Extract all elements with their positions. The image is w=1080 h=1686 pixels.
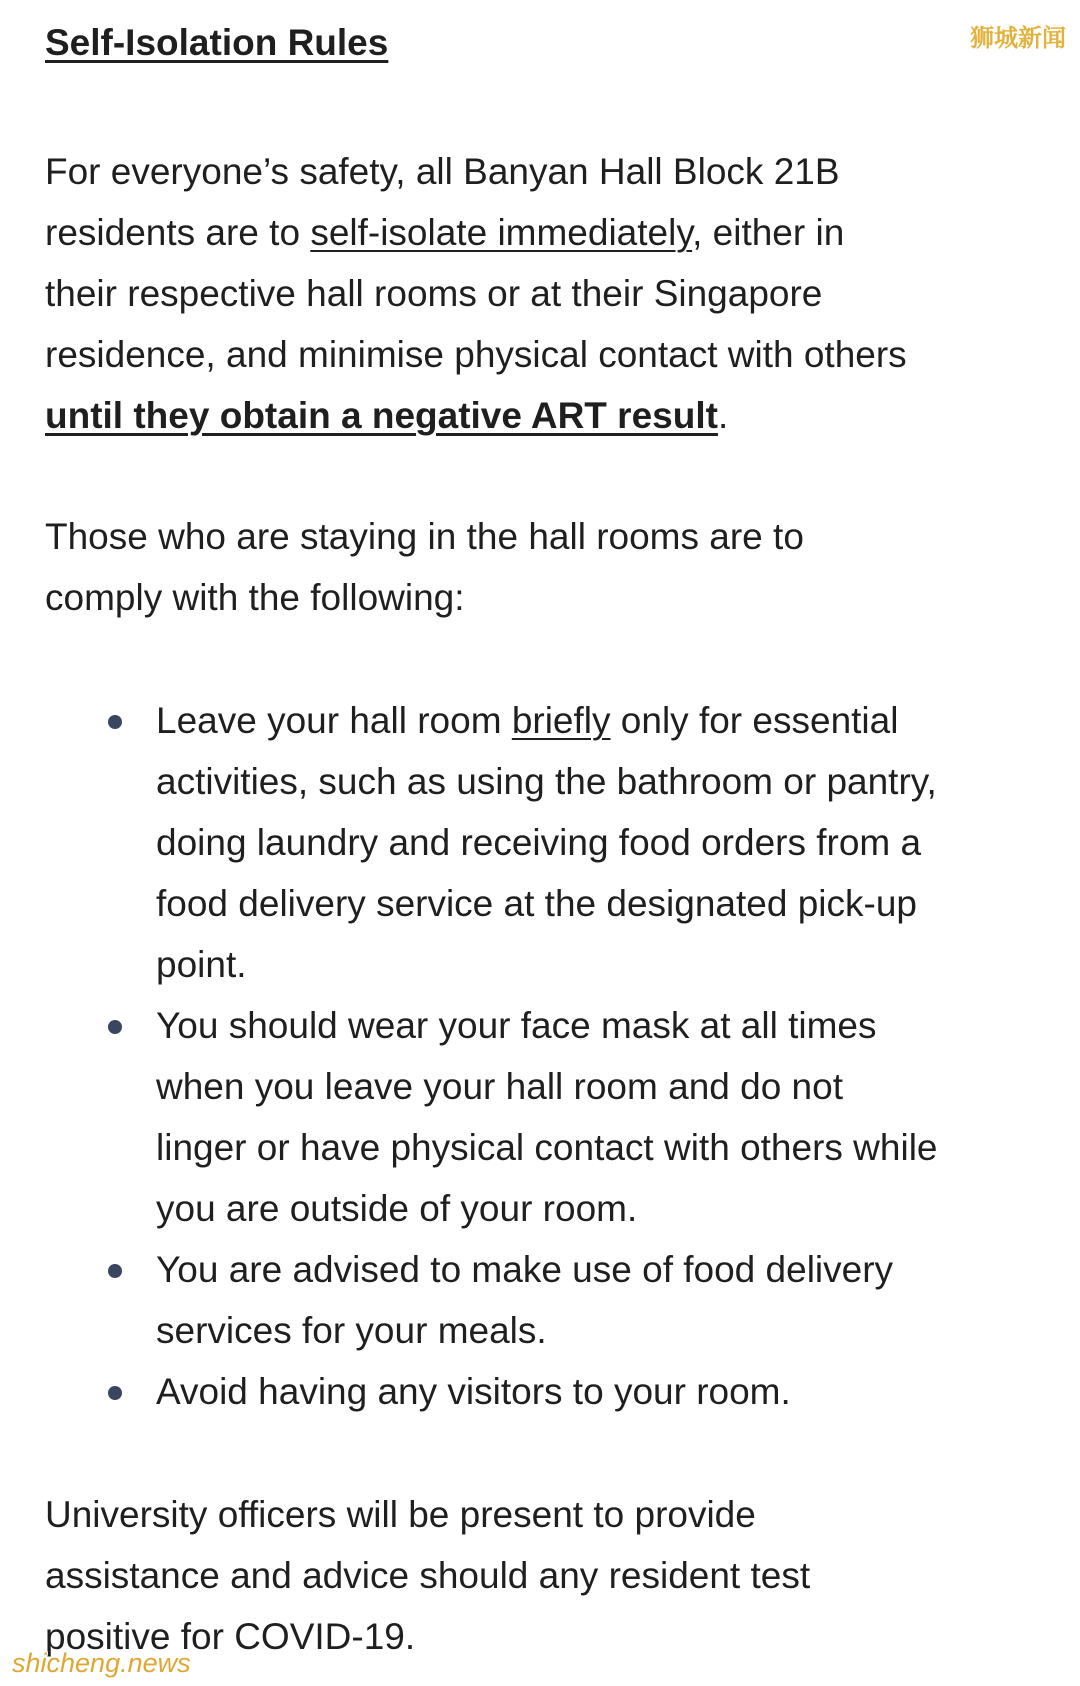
rule-1-line-1 xyxy=(156,690,1045,751)
list-item xyxy=(45,995,1045,1239)
bullet-icon xyxy=(108,1264,122,1278)
rule-2-line-3: linger or have physical contact with others while xyxy=(156,1127,938,1168)
rule-3-line-2: services for your meals. xyxy=(156,1310,547,1351)
rule-1-line-3: doing laundry and receiving food orders from a xyxy=(156,822,922,863)
intro-line-1: For everyone’s safety, all Banyan Hall Block 21B xyxy=(45,151,840,192)
closing-line-3: positive for COVID-19. xyxy=(45,1616,416,1657)
lead-paragraph xyxy=(45,506,1035,628)
list-item xyxy=(45,690,1045,995)
rule-2-line-4: you are outside of your room. xyxy=(156,1188,638,1229)
closing-line-2: assistance and advice should any resident test xyxy=(45,1555,811,1596)
intro-line-5-end: . xyxy=(717,395,729,436)
closing-line-1: University officers will be present to provide xyxy=(45,1494,756,1535)
rules-list xyxy=(45,690,1045,1422)
rule-1-line-4: food delivery service at the designated pick-up xyxy=(156,883,917,924)
intro-line-2-end: , either in xyxy=(692,212,845,253)
rule-3-line-1: You are advised to make use of food delivery xyxy=(156,1249,894,1290)
lead-line-2: comply with the following: xyxy=(45,577,465,618)
closing-paragraph xyxy=(45,1484,1035,1667)
intro-line-5 xyxy=(45,385,1035,446)
lead-line-1: Those who are staying in the hall rooms are to xyxy=(45,516,804,557)
rule-2-line-2: when you leave your hall room and do not xyxy=(156,1066,843,1107)
page-title: Self-Isolation Rules xyxy=(45,22,389,63)
negative-art-emphasis: until they obtain a negative ART result xyxy=(45,395,718,436)
rule-1-line-5: point. xyxy=(156,944,247,985)
rule-1-line-1-end: only for essential xyxy=(610,700,899,741)
rule-4-line-1: Avoid having any visitors to your room. xyxy=(156,1371,791,1412)
watermark-bottom: shicheng.news xyxy=(12,1648,191,1678)
list-item xyxy=(45,1239,1045,1361)
watermark-top: 狮城新闻 xyxy=(970,25,1066,52)
intro-line-4: residence, and minimise physical contact with others xyxy=(45,334,907,375)
rule-1-line-2: activities, such as using the bathroom or pantry, xyxy=(156,761,937,802)
intro-line-3: their respective hall rooms or at their Singapore xyxy=(45,273,823,314)
intro-line-2-start: residents are to xyxy=(45,212,311,253)
bullet-icon xyxy=(108,1020,122,1034)
self-isolate-emphasis: self-isolate immediately xyxy=(310,212,693,253)
rule-2-line-1: You should wear your face mask at all times xyxy=(156,1005,877,1046)
intro-line-2 xyxy=(45,202,1035,263)
intro-paragraph xyxy=(45,141,1035,446)
rule-1-line-1-start: Leave your hall room xyxy=(156,700,512,741)
bullet-icon xyxy=(108,1386,122,1400)
bullet-icon xyxy=(108,715,122,729)
briefly-emphasis: briefly xyxy=(511,700,611,741)
list-item xyxy=(45,1361,1045,1422)
